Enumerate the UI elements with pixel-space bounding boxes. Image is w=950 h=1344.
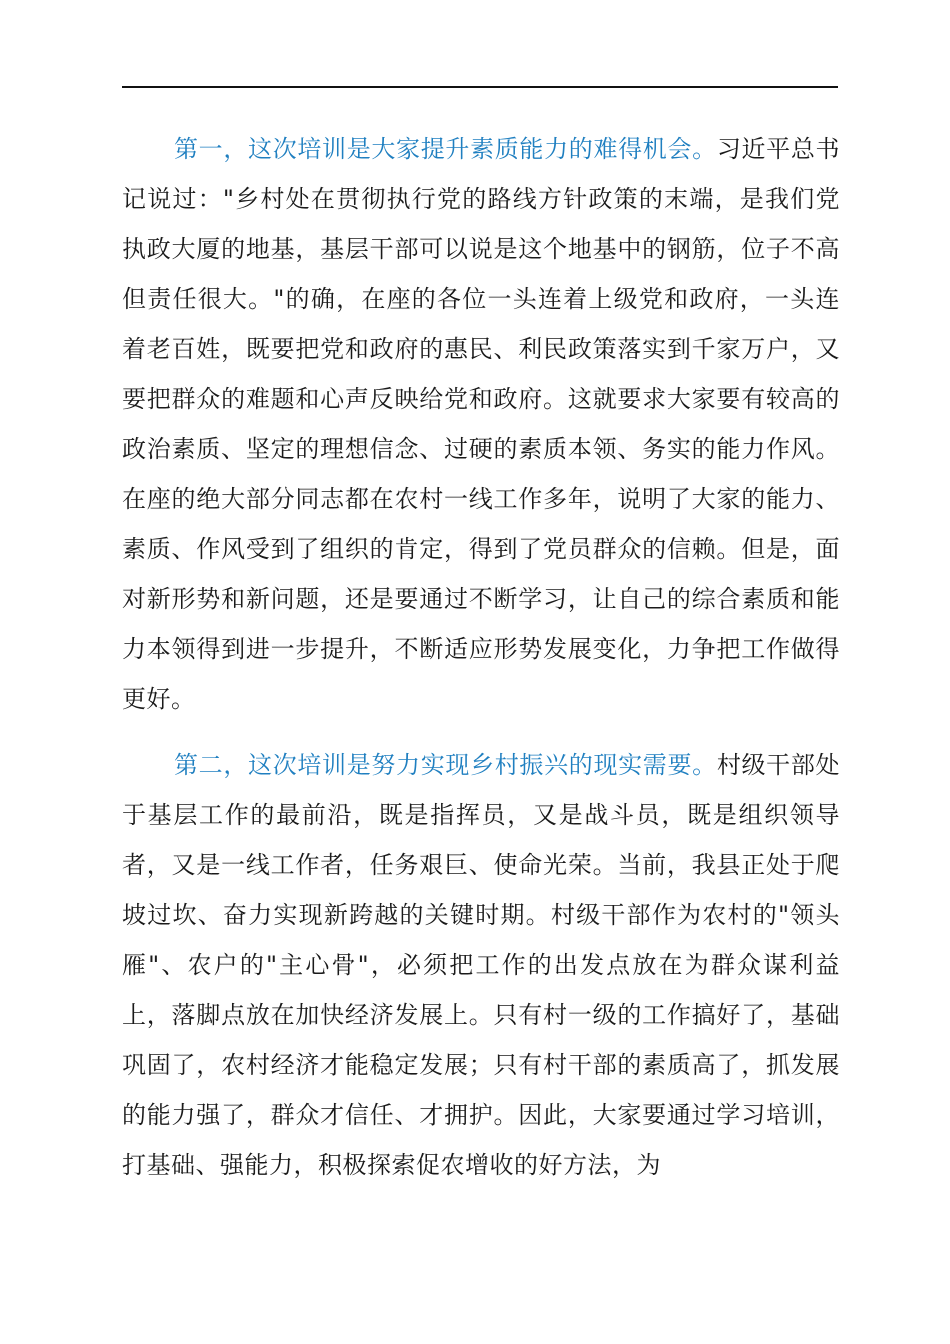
paragraph-2 [122, 740, 840, 1190]
paragraph-2-body: 村级干部处于基层工作的最前沿，既是指挥员，又是战斗员，既是组织领导者，又是一线工作者，任务艰巨、使命光荣。当前，我县正处于爬坡过坎、奋力实现新跨越的关键时期。村级干部作为农村的"领头雁"、农户的"主心骨"，必须把工作的出发点放在为群众谋利益上，落脚点放在加快经济发展上。只有村一级的工作搞好了，基础巩固了，农村经济才能稳定发展；只有村干部的素质高了，抓发展的能力强了，群众才信任、才拥护。因此，大家要通过学习培训，打基础、强能力，积极探索促农增收的好方法，为 [122, 751, 841, 1179]
paragraph-1-lead: 第一，这次培训是大家提升素质能力的难得机会。 [174, 135, 717, 163]
paragraph-1-body: 习近平总书记说过："乡村处在贯彻执行党的路线方针政策的末端，是我们党执政大厦的地基，基层干部可以说是这个地基中的钢筋，位子不高但责任很大。"的确，在座的各位一头连着上级党和政府，一头连着老百姓，既要把党和政府的惠民、利民政策落实到千家万户，又要把群众的难题和心声反映给党和政府。这就要求大家要有较高的政治素质、坚定的理想信念、过硬的素质本领、务实的能力作风。在座的绝大部分同志都在农村一线工作多年，说明了大家的能力、素质、作风受到了组织的肯定，得到了党员群众的信赖。但是，面对新形势和新问题，还是要通过不断学习，让自己的综合素质和能力本领得到进一步提升，不断适应形势发展变化，力争把工作做得更好。 [122, 135, 841, 713]
paragraph-1 [122, 124, 840, 724]
header-rule [122, 86, 838, 88]
paragraph-2-lead: 第二，这次培训是努力实现乡村振兴的现实需要。 [174, 751, 717, 779]
document-body [122, 124, 840, 1190]
